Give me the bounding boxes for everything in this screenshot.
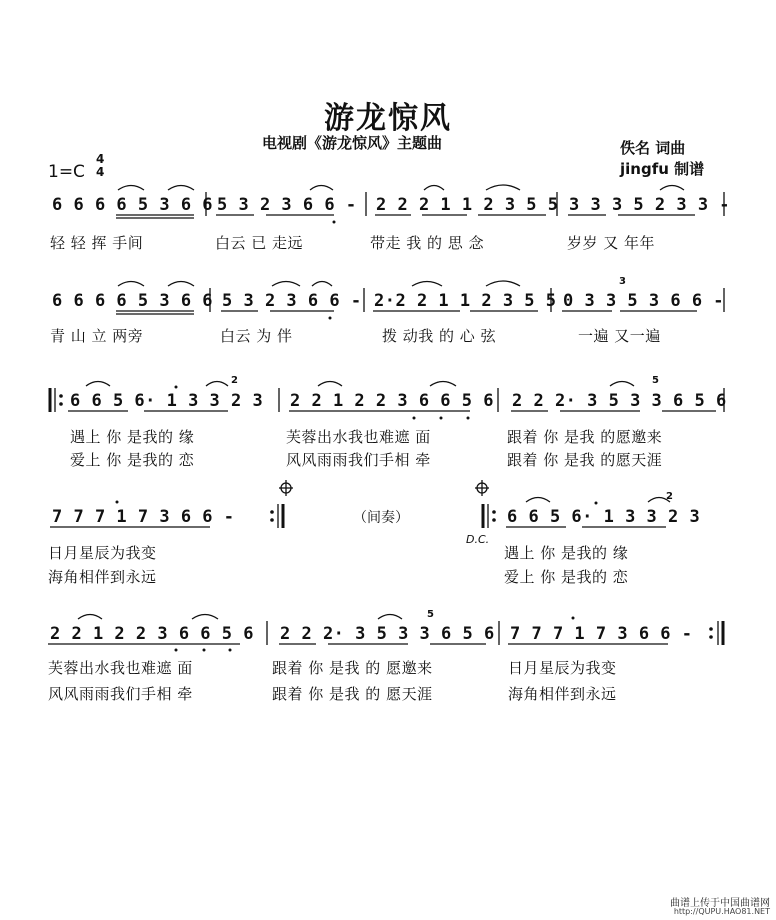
grace-note: 2 [666,491,673,502]
row2-lyric3: 拨 动我 的 心 弦 [382,327,497,345]
score-credit: jingfu 制谱 [620,160,705,178]
key-signature: 1=C [48,162,85,182]
song-title: 游龙惊风 [324,101,452,136]
row2-lyric4: 一遍 又一遍 [578,327,661,345]
time-signature-top: 4 [96,152,105,166]
row5-lyric1: 芙蓉出水我也难遮 面 [48,659,193,677]
watermark-text: 曲谱上传于中国曲谱网 [670,898,770,909]
row3-lyric2: 芙蓉出水我也难遮 面 [286,428,431,446]
row1-measure2-notes: 5 3 2 3 6 6 - [217,195,357,215]
row3-lyric2-line2: 风风雨雨我们手相 牵 [286,451,431,469]
row5-lyric2: 跟着 你 是我 的 愿邀来 [272,659,433,677]
row1-lyric2: 白云 已 走远 [215,234,304,252]
grace-note: 5 [427,609,434,620]
row4-measure1-notes: 7 7 7 1 7 3 6 6 - [52,507,235,527]
row3-measure3-notes: 2 2 2· 3 5 3 3 6 5 6 [512,391,727,411]
lyrics-credit: 佚名 词曲 [620,139,686,157]
song-subtitle: 电视剧《游龙惊风》主题曲 [262,134,443,152]
row1-measure4-notes: 3 3 3 5 2 3 3 - [569,195,731,215]
row5-lyric2-line1: 风风雨雨我们手相 牵 [48,685,193,703]
row2-measure4-notes: 0 3 3 5 3 6 6 - [563,291,725,311]
row4-lyric2: 遇上 你 是我的 缘 [504,544,629,562]
row5-measure1-notes: 2 2 1 2 2 3 6 6 5 6 [50,624,254,644]
row5-lyric2-line3: 海角相伴到永远 [508,685,617,703]
row5-lyric2-line2: 跟着 你 是我 的 愿天涯 [272,685,433,703]
row2-measure3-notes: 2·2 2 1 1 2 3 5 5 [374,291,557,311]
row4-lyric2-line2: 爱上 你 是我的 恋 [504,568,629,586]
row4-lyric2-line1: 海角相伴到永远 [48,568,157,586]
row5-lyric3: 日月星辰为我变 [508,659,617,677]
row1-measure3-notes: 2 2 2 1 1 2 3 5 5 [376,195,559,215]
row4-measure2-notes: 6 6 5 6· 1 3 3 2 3 [507,507,701,527]
row2-measure2-notes: 5 3 2 3 6 6 - [222,291,362,311]
row2-lyric2: 白云 为 伴 [220,327,293,345]
row5-measure2-notes: 2 2 2· 3 5 3 3 6 5 6 [280,624,495,644]
row2-measure1-notes: 6 6 6 6 5 3 6 6 [52,291,214,311]
row3-lyric1: 遇上 你 是我的 缘 [70,428,195,446]
interlude-label: （间奏） [353,510,409,526]
row4-lyric1: 日月星辰为我变 [48,544,157,562]
row1-lyric4: 岁岁 又 年年 [567,234,656,252]
row5-measure3-notes: 7 7 7 1 7 3 6 6 - [510,624,693,644]
row3-lyric2-line1: 爱上 你 是我的 恋 [70,451,195,469]
row3-lyric2-line3: 跟着 你 是我 的愿天涯 [507,451,663,469]
row1-lyric1: 轻 轻 挥 手间 [50,234,144,252]
row1-measure1-notes: 6 6 6 6 5 3 6 6 [52,195,214,215]
row3-lyric3: 跟着 你 是我 的愿邀来 [507,428,663,446]
time-signature-bottom: 4 [96,165,105,179]
watermark-url: http://QUPU.HAO81.NET [673,907,770,916]
grace-note: 2 [231,375,238,386]
row3-measure2-notes: 2 2 1 2 2 3 6 6 5 6 [290,391,494,411]
dc-marking: D.C. [466,533,490,546]
row3-measure1-notes: 6 6 5 6· 1 3 3 2 3 [70,391,264,411]
grace-note: 3 [619,276,626,287]
grace-note: 5 [652,375,659,386]
row2-lyric1: 青 山 立 两旁 [50,327,144,345]
row1-lyric3: 带走 我 的 思 念 [370,234,485,252]
